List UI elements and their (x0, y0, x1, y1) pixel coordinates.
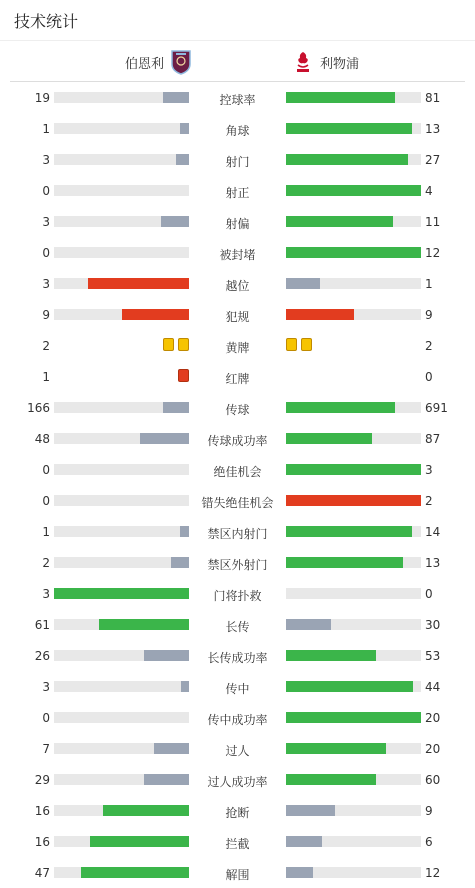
away-bar (286, 712, 421, 723)
burnley-crest-icon (170, 49, 192, 75)
home-value: 1 (42, 525, 50, 539)
away-value: 27 (425, 153, 441, 167)
away-value: 0 (425, 587, 433, 601)
stat-row (0, 671, 475, 702)
home-value: 9 (42, 308, 50, 322)
stat-row (0, 392, 475, 423)
home-cards (163, 338, 189, 351)
stat-label: 长传成功率 (207, 651, 268, 665)
away-bar (286, 433, 421, 444)
home-value: 1 (42, 370, 50, 384)
stat-row (0, 144, 475, 175)
stat-row (0, 485, 475, 516)
away-bar (286, 216, 421, 227)
stat-label: 错失绝佳机会 (201, 496, 274, 510)
away-bar (286, 247, 421, 258)
stat-label: 控球率 (219, 93, 256, 107)
away-bar-fill (286, 123, 412, 134)
home-value: 166 (27, 401, 50, 415)
home-bar-fill (171, 557, 189, 568)
away-bar-fill (286, 681, 413, 692)
stat-row (0, 826, 475, 857)
home-bar (54, 557, 189, 568)
home-value: 26 (34, 649, 50, 663)
home-bar (54, 650, 189, 661)
home-bar (54, 867, 189, 878)
stat-label: 过人 (225, 744, 250, 758)
home-value: 0 (42, 494, 50, 508)
home-value: 1 (42, 122, 50, 136)
yellow-card-icon (178, 338, 189, 351)
stat-row (0, 578, 475, 609)
home-bar (54, 402, 189, 413)
away-team[interactable] (292, 49, 359, 75)
stat-label: 长传 (225, 620, 250, 634)
away-value: 30 (425, 618, 441, 632)
away-value: 81 (425, 91, 441, 105)
away-bar (286, 805, 421, 816)
away-bar (286, 309, 421, 320)
home-bar-fill (90, 836, 189, 847)
stat-row (0, 733, 475, 764)
away-bar (286, 526, 421, 537)
home-bar-fill (180, 526, 189, 537)
home-value: 2 (42, 339, 50, 353)
away-value: 20 (425, 742, 441, 756)
home-value: 3 (42, 587, 50, 601)
home-bar-fill (163, 92, 189, 103)
away-value: 2 (425, 339, 433, 353)
home-bar-fill (144, 650, 189, 661)
stat-label: 传球成功率 (207, 434, 268, 448)
stat-label: 抢断 (225, 806, 250, 820)
stat-row (0, 516, 475, 547)
home-bar (54, 154, 189, 165)
home-bar-fill (140, 433, 189, 444)
home-bar (54, 805, 189, 816)
yellow-card-icon (286, 338, 297, 351)
away-bar (286, 557, 421, 568)
home-bar (54, 464, 189, 475)
away-bar (286, 464, 421, 475)
stat-row (0, 702, 475, 733)
yellow-card-icon (301, 338, 312, 351)
stat-row (0, 361, 475, 392)
away-value: 1 (425, 277, 433, 291)
away-value: 3 (425, 463, 433, 477)
home-value: 3 (42, 680, 50, 694)
away-bar (286, 743, 421, 754)
home-value: 48 (34, 432, 50, 446)
home-bar-fill (103, 805, 189, 816)
away-bar-fill (286, 247, 421, 258)
home-bar (54, 681, 189, 692)
stat-row (0, 268, 475, 299)
home-bar-fill (144, 774, 189, 785)
home-bar (54, 247, 189, 258)
away-value: 87 (425, 432, 441, 446)
away-bar (286, 92, 421, 103)
stat-label: 解围 (225, 868, 250, 882)
stat-row (0, 795, 475, 826)
home-value: 0 (42, 463, 50, 477)
stat-row (0, 175, 475, 206)
away-value: 13 (425, 122, 441, 136)
away-value: 12 (425, 866, 441, 880)
home-cards (178, 369, 189, 382)
home-value: 3 (42, 153, 50, 167)
away-value: 13 (425, 556, 441, 570)
away-bar (286, 650, 421, 661)
home-bar (54, 526, 189, 537)
stat-label: 禁区外射门 (207, 558, 268, 572)
home-bar-fill (54, 588, 189, 599)
away-value: 44 (425, 680, 441, 694)
away-bar-fill (286, 495, 421, 506)
home-value: 3 (42, 215, 50, 229)
red-card-icon (178, 369, 189, 382)
home-value: 19 (34, 91, 50, 105)
home-value: 16 (34, 804, 50, 818)
away-bar (286, 185, 421, 196)
stat-row (0, 764, 475, 795)
away-bar-fill (286, 216, 393, 227)
away-bar (286, 774, 421, 785)
home-bar (54, 185, 189, 196)
away-value: 53 (425, 649, 441, 663)
liverpool-crest-icon (292, 49, 314, 75)
home-value: 0 (42, 711, 50, 725)
stat-label: 越位 (225, 279, 250, 293)
home-bar (54, 92, 189, 103)
away-bar-fill (286, 867, 313, 878)
stat-label: 射偏 (225, 217, 250, 231)
section-header (0, 0, 475, 41)
home-bar (54, 588, 189, 599)
away-bar-fill (286, 402, 395, 413)
away-bar-fill (286, 464, 421, 475)
home-value: 16 (34, 835, 50, 849)
stat-row (0, 299, 475, 330)
away-bar (286, 619, 421, 630)
teams-header (10, 41, 465, 82)
home-value: 7 (42, 742, 50, 756)
home-value: 0 (42, 246, 50, 260)
away-value: 4 (425, 184, 433, 198)
away-value: 9 (425, 308, 433, 322)
away-bar (286, 867, 421, 878)
away-bar-fill (286, 526, 412, 537)
home-bar (54, 278, 189, 289)
away-value: 2 (425, 494, 433, 508)
home-team[interactable] (125, 49, 192, 75)
away-bar (286, 681, 421, 692)
away-bar-fill (286, 836, 322, 847)
away-team-name: 利物浦 (320, 56, 360, 72)
away-bar (286, 123, 421, 134)
stat-row (0, 82, 475, 113)
away-bar-fill (286, 774, 376, 785)
stat-label: 绝佳机会 (213, 465, 262, 479)
home-bar (54, 743, 189, 754)
home-bar-fill (163, 402, 189, 413)
stat-label: 过人成功率 (207, 775, 268, 789)
away-value: 9 (425, 804, 433, 818)
away-bar-fill (286, 433, 372, 444)
stat-label: 门将扑救 (213, 589, 262, 603)
home-bar-fill (88, 278, 189, 289)
home-bar (54, 309, 189, 320)
away-bar-fill (286, 650, 376, 661)
stat-label: 拦截 (225, 837, 250, 851)
home-bar (54, 216, 189, 227)
home-bar-fill (161, 216, 189, 227)
stat-label: 角球 (225, 124, 250, 138)
stat-label: 红牌 (225, 372, 250, 386)
home-bar (54, 774, 189, 785)
home-bar-fill (180, 123, 189, 134)
stat-label: 传中成功率 (207, 713, 268, 727)
away-value: 11 (425, 215, 441, 229)
stat-row (0, 640, 475, 671)
away-bar-fill (286, 154, 408, 165)
stat-row (0, 237, 475, 268)
stat-row (0, 423, 475, 454)
stat-row (0, 857, 475, 888)
home-value: 3 (42, 277, 50, 291)
away-bar-fill (286, 92, 395, 103)
stat-row (0, 454, 475, 485)
stats-list (0, 82, 475, 888)
stat-label: 传中 (225, 682, 250, 696)
home-bar-fill (122, 309, 190, 320)
section-title: 技术统计 (14, 11, 79, 31)
stat-label: 射正 (225, 186, 250, 200)
stat-label: 犯规 (225, 310, 250, 324)
home-bar (54, 433, 189, 444)
home-value: 29 (34, 773, 50, 787)
away-bar (286, 402, 421, 413)
away-bar-fill (286, 805, 335, 816)
away-bar (286, 588, 421, 599)
stat-row (0, 206, 475, 237)
away-bar-fill (286, 712, 421, 723)
home-bar (54, 123, 189, 134)
away-bar-fill (286, 557, 403, 568)
home-bar-fill (181, 681, 189, 692)
home-bar (54, 836, 189, 847)
away-value: 691 (425, 401, 448, 415)
home-value: 47 (34, 866, 50, 880)
away-cards (286, 338, 312, 351)
stat-label: 传球 (225, 403, 250, 417)
stat-label: 被封堵 (219, 248, 256, 262)
home-team-name: 伯恩利 (124, 56, 164, 72)
yellow-card-icon (163, 338, 174, 351)
home-bar (54, 619, 189, 630)
stat-label: 黄牌 (225, 341, 250, 355)
home-bar-fill (81, 867, 189, 878)
away-value: 14 (425, 525, 441, 539)
away-value: 60 (425, 773, 441, 787)
stat-row (0, 547, 475, 578)
home-bar (54, 495, 189, 506)
stat-row (0, 330, 475, 361)
away-value: 20 (425, 711, 441, 725)
away-bar (286, 154, 421, 165)
away-bar-fill (286, 743, 386, 754)
stat-row (0, 113, 475, 144)
away-value: 6 (425, 835, 433, 849)
away-bar (286, 495, 421, 506)
away-value: 0 (425, 370, 433, 384)
away-bar-fill (286, 185, 421, 196)
away-value: 12 (425, 246, 441, 260)
home-bar (54, 712, 189, 723)
home-value: 0 (42, 184, 50, 198)
stat-label: 射门 (225, 155, 250, 169)
away-bar (286, 278, 421, 289)
away-bar-fill (286, 309, 354, 320)
away-bar-fill (286, 278, 320, 289)
stat-row (0, 609, 475, 640)
away-bar (286, 836, 421, 847)
home-value: 61 (34, 618, 50, 632)
home-value: 2 (42, 556, 50, 570)
home-bar-fill (176, 154, 190, 165)
stat-label: 禁区内射门 (207, 527, 268, 541)
away-bar-fill (286, 619, 331, 630)
home-bar-fill (154, 743, 189, 754)
home-bar-fill (99, 619, 189, 630)
